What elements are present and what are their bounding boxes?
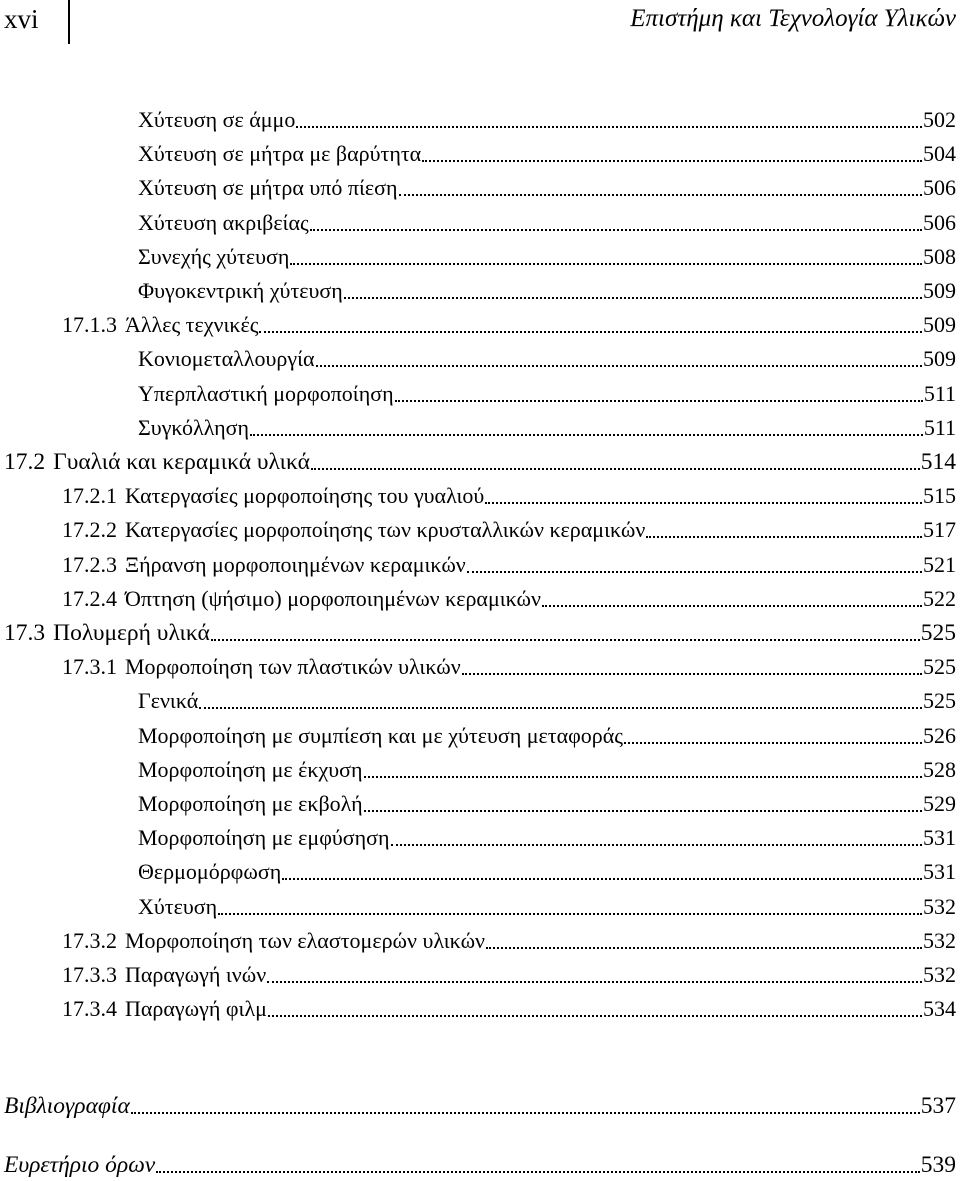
toc-entry-page: 522	[923, 585, 956, 611]
toc-entry[interactable]	[62, 309, 956, 341]
toc-entry-title: Χύτευση	[138, 893, 218, 919]
toc-entry-title: Μορφοποίηση με εμφύσηση	[138, 825, 390, 851]
toc-entry[interactable]	[138, 207, 956, 239]
toc-entry-page: 509	[923, 312, 956, 338]
running-title: Επιστήμη και Τεχνολογία Υλικών	[630, 5, 956, 32]
toc-entry[interactable]	[138, 172, 956, 204]
dot-leader	[485, 501, 922, 504]
toc-entry-title: Παραγωγή φιλμ	[125, 996, 267, 1022]
toc-entry[interactable]	[138, 754, 956, 786]
toc-entry[interactable]	[138, 720, 956, 752]
dot-leader	[646, 535, 922, 538]
dot-leader	[391, 843, 922, 846]
toc-entry-title: Παραγωγή ινών	[125, 962, 267, 987]
toc-entry-page: 532	[923, 927, 956, 953]
back-matter-title: Βιβλιογραφία	[4, 1093, 130, 1119]
toc-entry[interactable]	[62, 959, 956, 991]
toc-entry-number: 17.2.2	[62, 517, 117, 543]
dot-leader	[542, 604, 922, 607]
toc-entry-title: Όπτηση (ψήσιμο) μορφοποιημένων κεραμικών	[125, 585, 541, 611]
toc-entry-title: Φυγοκεντρική χύτευση	[138, 278, 343, 303]
toc-entry[interactable]	[138, 275, 956, 307]
toc-entry-title: Μορφοποίηση με εκβολή	[138, 791, 363, 816]
toc-entry-page: 506	[923, 175, 956, 201]
dot-leader	[624, 741, 922, 744]
dot-leader	[316, 364, 922, 367]
toc-entry-title: Μορφοποίηση με συμπίεση και με χύτευση μεταφοράς	[138, 722, 624, 748]
toc-entry-number: 17.2.1	[62, 483, 117, 509]
toc-entry-page: 504	[923, 141, 956, 167]
header-divider	[68, 0, 70, 44]
toc-entry-page: 509	[923, 278, 956, 303]
dot-leader	[211, 638, 920, 641]
dot-leader	[311, 467, 920, 470]
dot-leader	[467, 570, 922, 573]
dot-leader	[364, 775, 922, 778]
toc-entry-page: 532	[923, 893, 956, 919]
toc-entry-title: Γυαλιά και κεραμικά υλικά	[53, 449, 310, 475]
toc-entry[interactable]	[138, 138, 956, 170]
toc-entry[interactable]	[138, 104, 956, 136]
dot-leader	[296, 125, 922, 128]
toc-entry-number: 17.2	[4, 449, 46, 475]
toc-entry-page: 526	[923, 722, 956, 748]
toc-entry-title: Θερμομόρφωση	[138, 859, 282, 885]
toc-entry-title: Μορφοποίηση των ελαστομερών υλικών	[125, 927, 486, 953]
toc-entry[interactable]	[62, 925, 956, 957]
toc-entry-title: Συνεχής χύτευση	[138, 243, 290, 269]
toc-entry-number: 17.3.1	[62, 654, 117, 680]
toc-entry-title: Άλλες τεχνικές	[125, 312, 259, 338]
toc-entry-page: 532	[923, 962, 956, 987]
toc-entry-page: 528	[923, 756, 956, 782]
toc-entry[interactable]	[4, 446, 956, 478]
dot-leader	[310, 228, 922, 231]
toc-entry[interactable]	[138, 891, 956, 923]
back-matter-page: 539	[920, 1152, 956, 1178]
toc-entry[interactable]	[4, 617, 956, 649]
toc-entry[interactable]	[138, 856, 956, 888]
toc-entry[interactable]	[138, 788, 956, 820]
toc-entry-number: 17.3.3	[62, 962, 117, 987]
dot-leader	[399, 193, 923, 196]
back-matter-title: Ευρετήριο όρων	[4, 1152, 156, 1178]
dot-leader	[268, 1014, 922, 1017]
toc-entry-page: 511	[923, 380, 956, 406]
toc-entry-page: 514	[920, 449, 956, 475]
dot-leader	[250, 433, 923, 436]
toc-entry-number: 17.1.3	[62, 312, 117, 338]
toc-entry[interactable]	[62, 514, 956, 546]
toc-entry[interactable]	[138, 412, 956, 444]
dot-leader	[395, 399, 923, 402]
toc-entry-page: 531	[923, 825, 956, 851]
toc-entry-page: 517	[923, 517, 956, 543]
toc-entry[interactable]	[138, 822, 956, 854]
dot-leader	[422, 159, 922, 162]
toc-entry-title: Χύτευση σε άμμο	[138, 107, 296, 132]
back-matter-page: 537	[920, 1093, 956, 1119]
toc-entry-title: Γενικά	[138, 688, 199, 714]
toc-entry[interactable]	[62, 480, 956, 512]
dot-leader	[486, 946, 922, 949]
toc-entry-title: Συγκόλληση	[138, 414, 250, 440]
toc-entry-number: 17.3.4	[62, 996, 117, 1022]
toc-entry-title: Πολυμερή υλικά	[53, 620, 210, 646]
toc-entry-title: Χύτευση σε μήτρα με βαρύτητα	[138, 141, 422, 167]
toc-entry-page: 525	[920, 620, 956, 646]
toc-entry-page: 506	[923, 209, 956, 235]
toc-entry-page: 529	[923, 791, 956, 816]
dot-leader	[290, 262, 922, 265]
dot-leader	[156, 1170, 920, 1173]
page-number: xvi	[4, 4, 39, 34]
toc-entry-page: 502	[923, 107, 956, 132]
toc-entry-title: Μορφοποίηση με έκχυση	[138, 756, 363, 782]
toc-entry[interactable]	[62, 993, 956, 1025]
toc-entry-number: 17.3.2	[62, 927, 117, 953]
dot-leader	[131, 1111, 920, 1114]
toc-entry-number: 17.2.4	[62, 585, 117, 611]
dot-leader	[344, 296, 922, 299]
toc-entry[interactable]	[138, 241, 956, 273]
toc-entry-title: Ξήρανση μορφοποιημένων κεραμικών	[125, 551, 466, 577]
toc-entry-title: Μορφοποίηση των πλαστικών υλικών	[125, 654, 461, 680]
toc-entry[interactable]	[138, 685, 956, 717]
toc-entry-page: 511	[923, 414, 956, 440]
toc-entry-title: Κατεργασίες μορφοποίησης του γυαλιού	[125, 483, 485, 509]
dot-leader	[218, 912, 922, 915]
dot-leader	[259, 330, 922, 333]
toc-entry-title: Υπερπλαστική μορφοποίηση	[138, 380, 394, 406]
toc-entry-page: 531	[923, 859, 956, 885]
toc-entry-title: Χύτευση σε μήτρα υπό πίεση	[138, 175, 398, 201]
toc-entry-page: 508	[923, 243, 956, 269]
toc-entry[interactable]	[138, 343, 956, 375]
toc-entry-number: 17.2.3	[62, 551, 117, 577]
dot-leader	[364, 809, 922, 812]
toc-entry[interactable]	[62, 651, 956, 683]
dot-leader	[282, 877, 922, 880]
toc-entry-page: 509	[923, 346, 956, 372]
toc-entry-number: 17.3	[4, 620, 46, 646]
dot-leader	[199, 706, 922, 709]
toc-entry-title: Χύτευση ακριβείας	[138, 209, 309, 235]
dot-leader	[267, 980, 922, 983]
running-header	[0, 0, 960, 44]
back-matter-entry[interactable]	[4, 1090, 956, 1122]
toc-entry-page: 525	[923, 654, 956, 680]
toc-entry-page: 534	[923, 996, 956, 1022]
toc-entry-page: 515	[923, 483, 956, 509]
back-matter-entry[interactable]	[4, 1149, 956, 1181]
toc-entry-title: Κονιομεταλλουργία	[138, 346, 315, 372]
toc-entry[interactable]	[138, 378, 956, 410]
toc-entry[interactable]	[62, 583, 956, 615]
toc-entry-page: 525	[923, 688, 956, 714]
toc-entry-page: 521	[923, 551, 956, 577]
dot-leader	[462, 672, 922, 675]
toc-entry-title: Κατεργασίες μορφοποίησης των κρυσταλλικών κεραμικών	[125, 517, 646, 543]
toc-entry[interactable]	[62, 549, 956, 581]
